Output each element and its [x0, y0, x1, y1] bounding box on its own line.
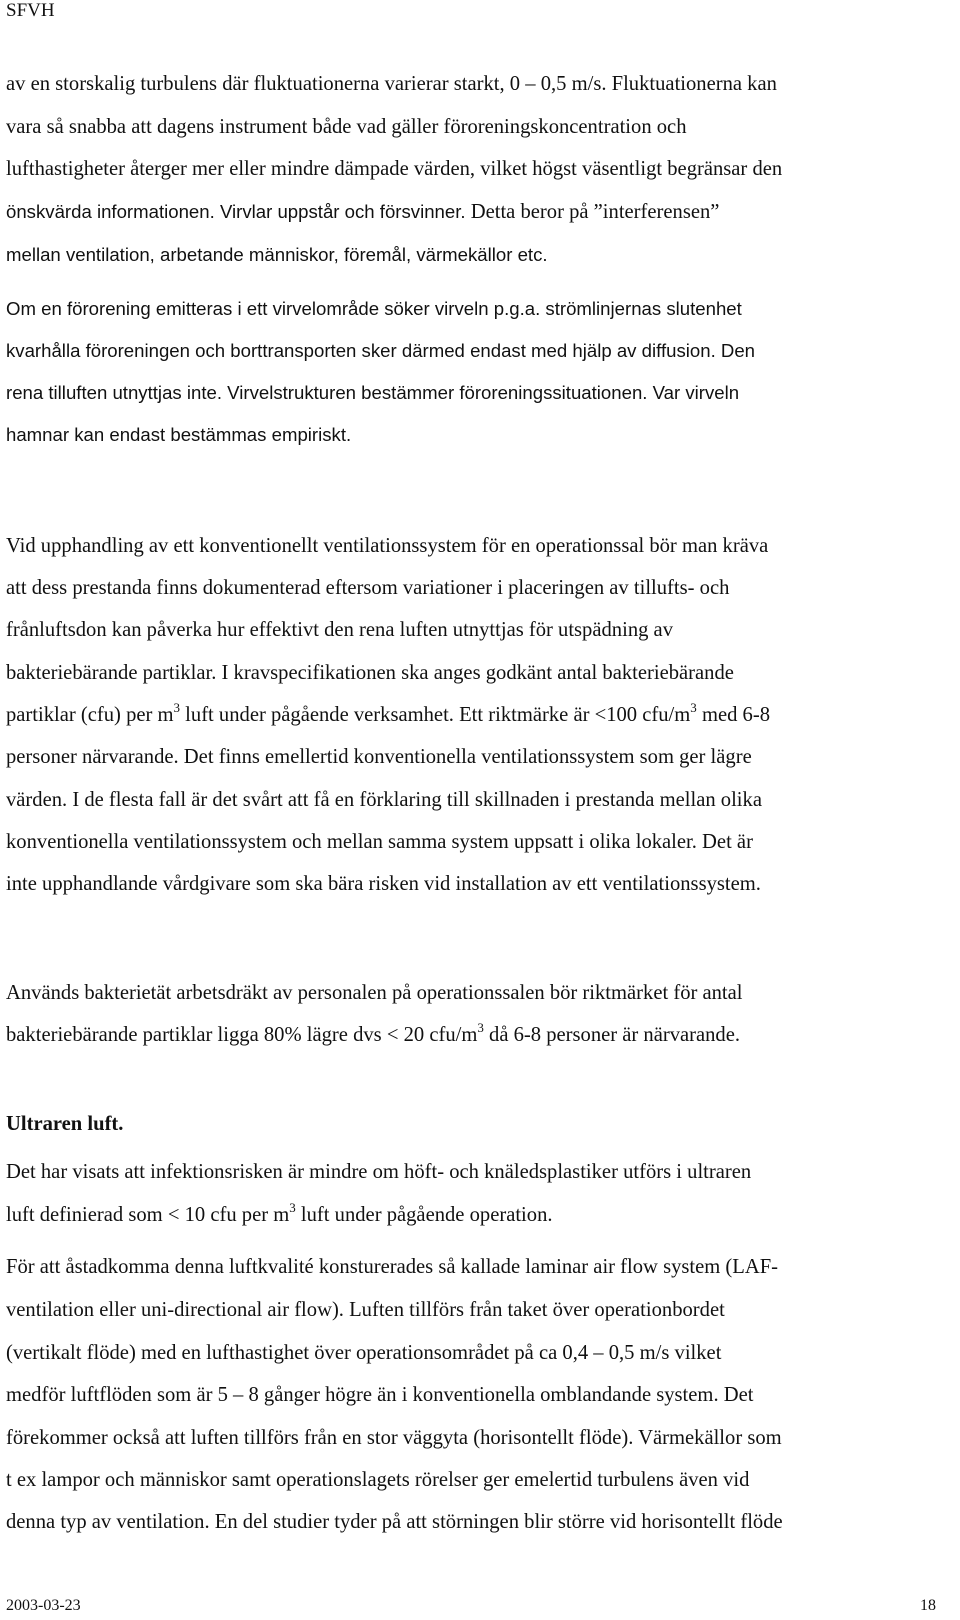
text-line: bakteriebärande partiklar. I kravspecifikationen ska anges godkänt antal bakteriebärande: [6, 662, 734, 684]
text-line: Om en förorening emitteras i ett virvelområde söker virveln p.g.a. strömlinjernas slutenhet: [6, 298, 742, 319]
text-span: luft definierad som < 10 cfu per m: [6, 1204, 290, 1226]
text-line: Vid upphandling av ett konventionellt ventilationssystem för en operationssal bör man kräva: [6, 535, 769, 557]
text-span: då 6-8 personer är närvarande.: [483, 1024, 741, 1046]
page-number: 18: [920, 1597, 936, 1614]
text-line: rena tilluften utnyttjas inte. Virvelstrukturen bestämmer föroreningssituationen. Var virveln: [6, 382, 740, 403]
text-line: (vertikalt flöde) med en lufthastighet över operationsområdet på ca 0,4 – 0,5 m/s vilket: [6, 1342, 722, 1364]
text-span: Detta beror på ”interferensen”: [465, 201, 720, 223]
superscript: 3: [289, 1200, 296, 1215]
text-span: luft under pågående verksamhet. Ett riktmärke är <100 cfu/m: [180, 704, 691, 726]
text-line: att dess prestanda finns dokumenterad eftersom variationer i placeringen av tillufts- och: [6, 577, 730, 599]
text-line: För att åstadkomma denna luftkvalité konsturerades så kallade laminar air flow system (LAF-: [6, 1256, 779, 1278]
text-line: [6, 200, 719, 224]
text-line: [6, 1200, 553, 1229]
text-span: partiklar (cfu) per m: [6, 704, 174, 726]
text-line: denna typ av ventilation. En del studier tyder på att störningen blir större vid horisontellt flöde: [6, 1511, 783, 1533]
text-line: hamnar kan endast bestämmas empiriskt.: [6, 424, 352, 445]
text-line: frånluftsdon kan påverka hur effektivt den rena luften utnyttjas för utspädning av: [6, 619, 673, 641]
text-line: av en storskalig turbulens där fluktuationerna varierar starkt, 0 – 0,5 m/s. Fluktuationerna kan: [6, 73, 777, 95]
text-line: ventilation eller uni-directional air flow). Luften tillförs från taket över operationbordet: [6, 1299, 725, 1321]
text-span: med 6-8: [696, 704, 771, 726]
text-line: lufthastigheter återger mer eller mindre dämpade värden, vilket högst väsentligt begränsar den: [6, 158, 783, 180]
text-line: kvarhålla föroreningen och borttransporten sker därmed endast med hjälp av diffusion. Den: [6, 340, 756, 361]
text-line: mellan ventilation, arbetande människor, föremål, värmekällor etc.: [6, 244, 548, 265]
text-line: inte upphandlande vårdgivare som ska bära risken vid installation av ett ventilationssystem.: [6, 873, 761, 895]
text-line: konventionella ventilationssystem och mellan samma system uppsatt i olika lokaler. Det är: [6, 831, 753, 853]
text-line: värden. I de flesta fall är det svårt att få en förklaring till skillnaden i prestanda mellan olika: [6, 789, 762, 811]
text-line: [6, 700, 771, 729]
superscript: 3: [477, 1020, 484, 1035]
page-header: SFVH: [6, 0, 55, 21]
text-line: medför luftflöden som är 5 – 8 gånger högre än i konventionella omblandande system. Det: [6, 1384, 754, 1406]
superscript: 3: [173, 700, 181, 715]
text-line: vara så snabba att dagens instrument både vad gäller föroreningskoncentration och: [6, 116, 687, 138]
text-line: [6, 1020, 741, 1049]
text-line: Används bakterietät arbetsdräkt av personalen på operationssalen bör riktmärket för antal: [6, 982, 743, 1004]
footer-date: 2003-03-23: [6, 1597, 81, 1614]
text-span: bakteriebärande partiklar ligga 80% lägre dvs < 20 cfu/m: [6, 1024, 478, 1046]
section-heading: Ultraren luft.: [6, 1113, 124, 1135]
text-line: t ex lampor och människor samt operationslagets rörelser ger emelertid turbulens även vid: [6, 1469, 750, 1491]
text-span: luft under pågående operation.: [295, 1204, 553, 1226]
text-line: förekommer också att luften tillförs från en stor väggyta (horisontellt flöde). Värmekällor som: [6, 1427, 782, 1449]
text-line: personer närvarande. Det finns emellertid konventionella ventilationssystem som ger lägre: [6, 746, 752, 768]
superscript: 3: [690, 700, 697, 715]
text-line: Det har visats att infektionsrisken är mindre om höft- och knäledsplastiker utförs i ultraren: [6, 1161, 752, 1183]
text-span: önskvärda informationen. Virvlar uppstår och försvinner.: [6, 201, 466, 222]
